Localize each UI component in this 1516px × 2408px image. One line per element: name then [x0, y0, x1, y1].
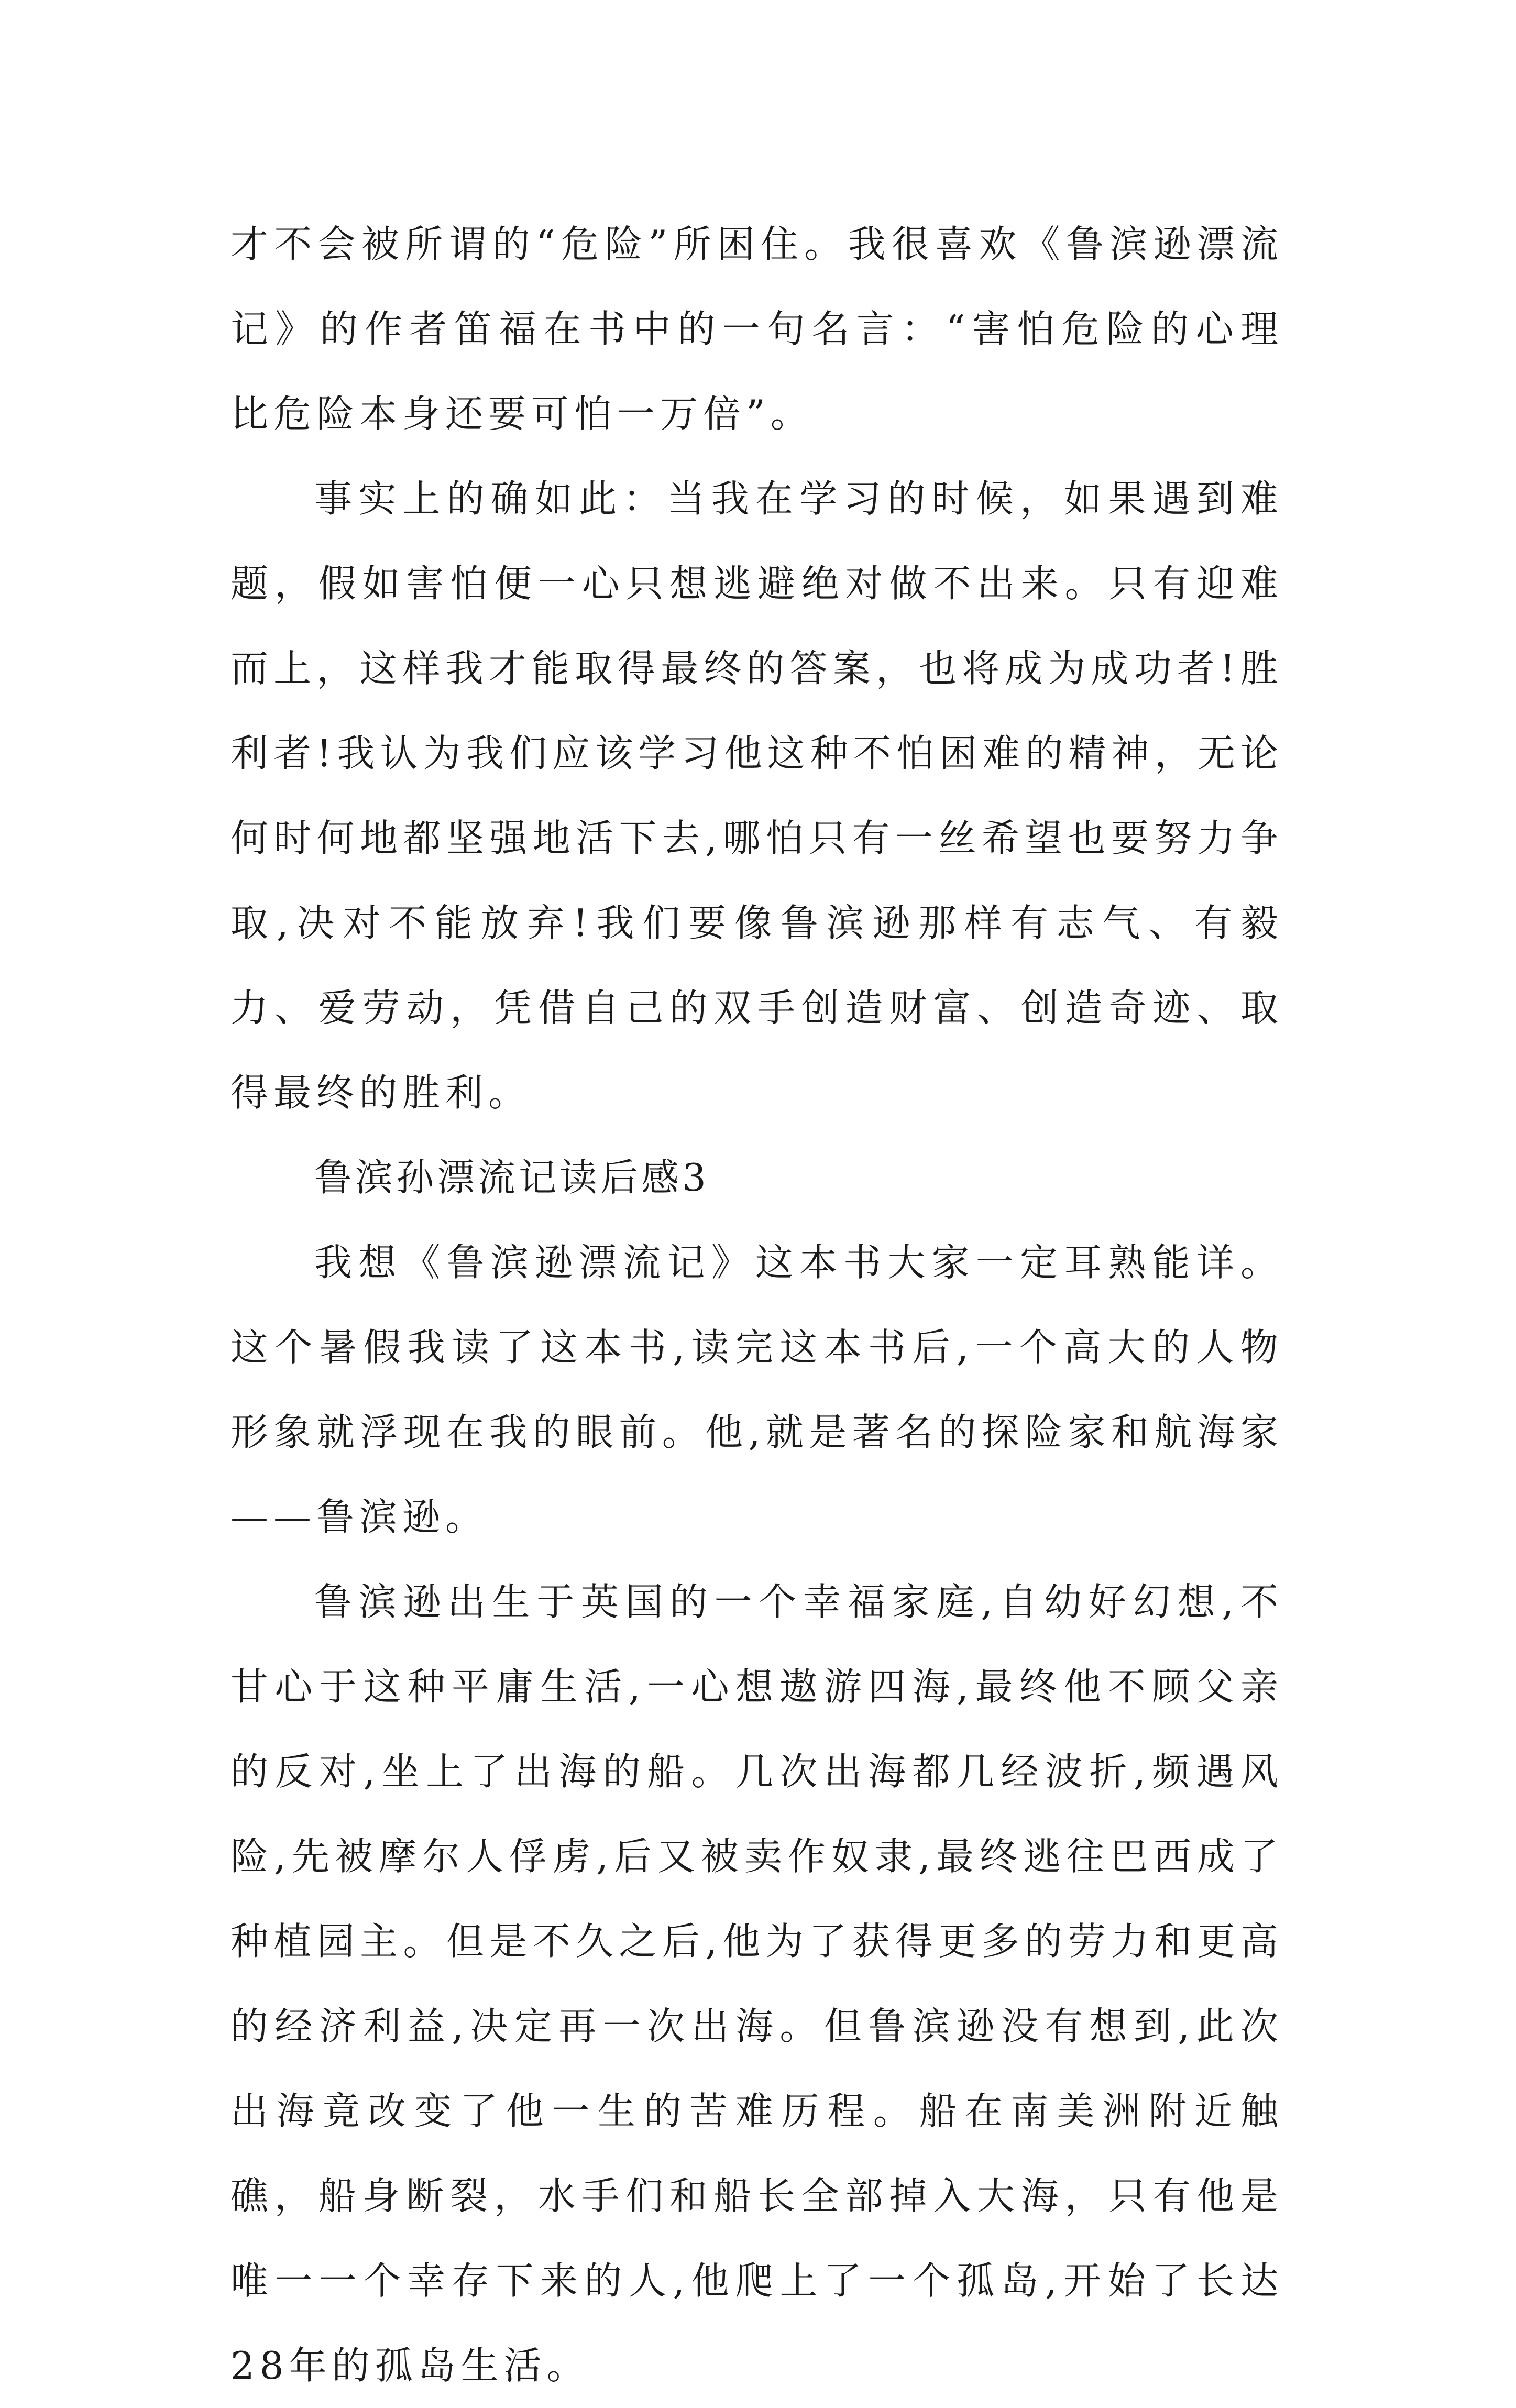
paragraph-3: 我想《鲁滨逊漂流记》这本书大家一定耳熟能详。这个暑假我读了这本书,读完这本书后,一个高大的人物形象就浮现在我的眼前。他,就是著名的探险家和航海家——鲁滨逊。: [230, 1240, 1283, 1539]
paragraph-4: 鲁滨逊出生于英国的一个幸福家庭,自幼好幻想,不甘心于这种平庸生活,一心想遨游四海,最终他不顾父亲的反对,坐上了出海的船。几次出海都几经波折,频遇风险,先被摩尔人俘虏,后又被卖作奴隶,最终逃往巴西成了种植园主。但是不久之后,他为了获得更多的劳力和更高的经济利益,决定再一次出海。但鲁滨逊没有想到,此次出海竟改变了他一生的苦难历程。船在南美洲附近触礁，船身断裂，水手们和船长全部掉入大海，只有他是唯一一个幸存下来的人,他爬上了一个孤岛,开始了长达28年的孤岛生活。: [230, 1580, 1283, 2388]
document-body: [230, 202, 1283, 2408]
paragraph-2: 事实上的确如此：当我在学习的时候，如果遇到难题，假如害怕便一心只想逃避绝对做不出来。只有迎难而上，这样我才能取得最终的答案，也将成为成功者!胜利者!我认为我们应该学习他这种不怕困难的精神，无论何时何地都坚强地活下去,哪怕只有一丝希望也要努力争取,决对不能放弃!我们要像鲁滨逊那样有志气、有毅力、爱劳动，凭借自己的双手创造财富、创造奇迹、取得最终的胜利。: [230, 477, 1283, 1115]
section-heading: 鲁滨孙漂流记读后感3: [314, 1156, 709, 1200]
paragraph-1: 才不会被所谓的“危险”所困住。我很喜欢《鲁滨逊漂流记》的作者笛福在书中的一句名言：“害怕危险的心理比危险本身还要可怕一万倍”。: [230, 222, 1283, 436]
